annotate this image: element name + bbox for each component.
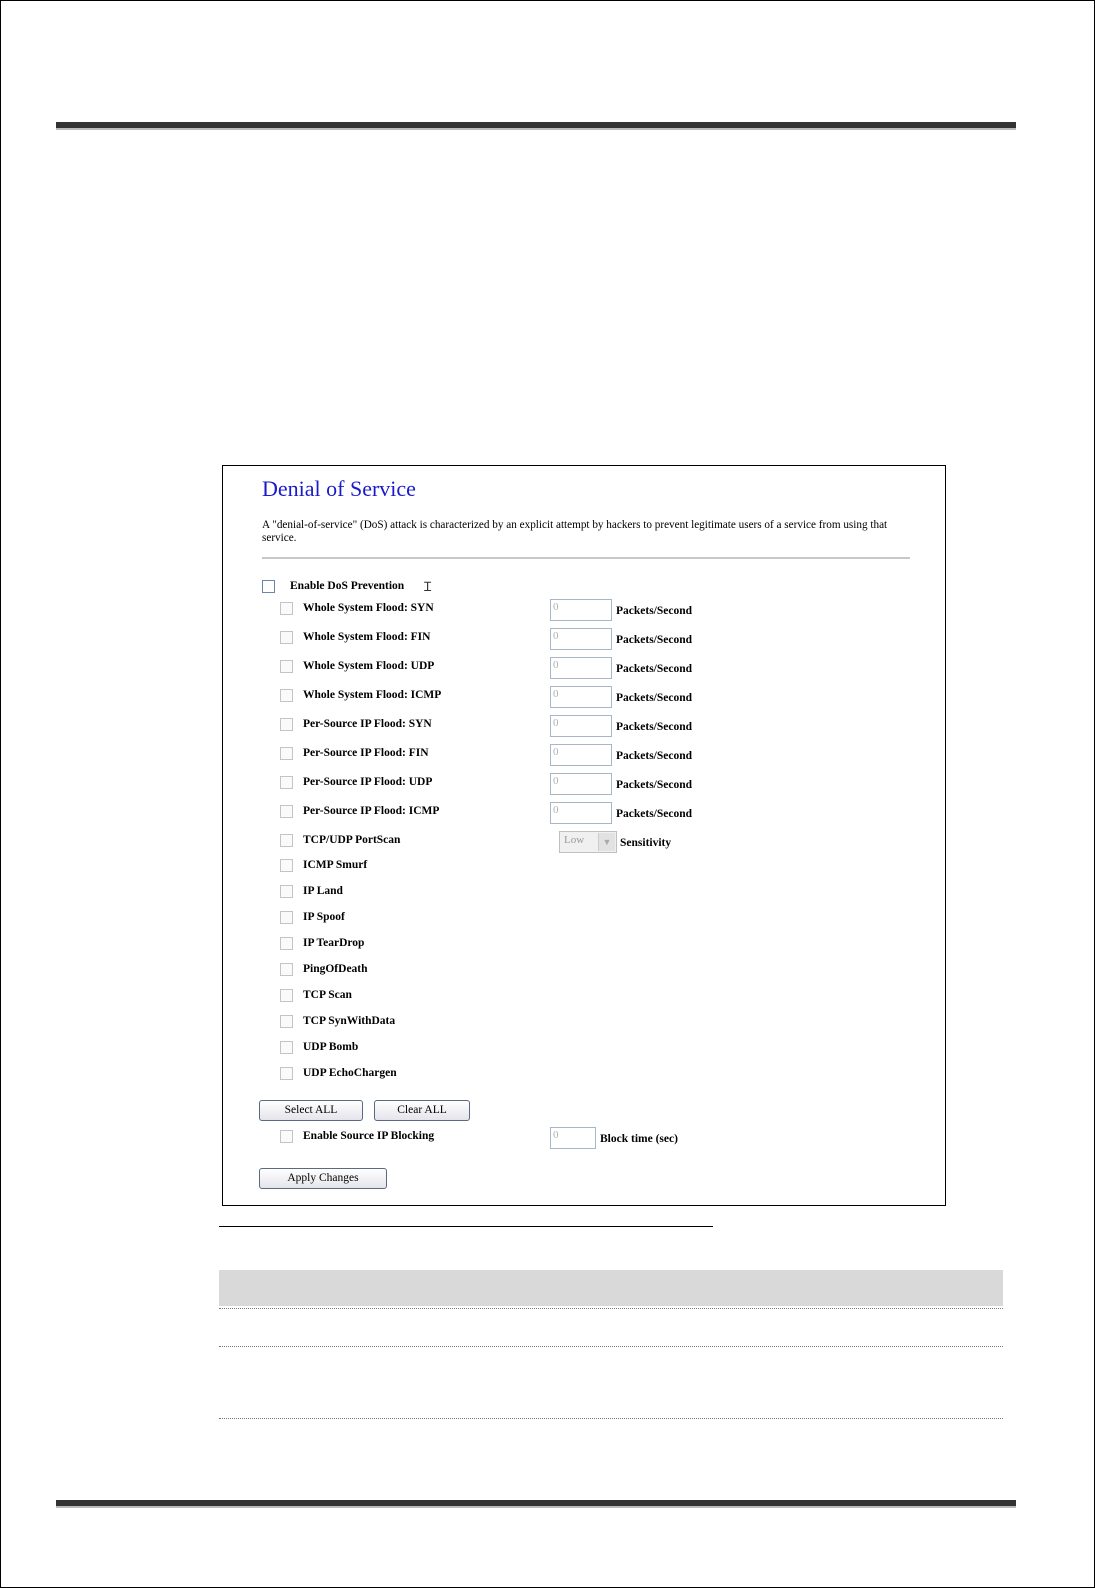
enable-dos-label: Enable DoS Prevention [290, 580, 405, 592]
dos-settings-screenshot [222, 465, 946, 1206]
section-divider [262, 557, 910, 559]
caption-rule [219, 1226, 713, 1227]
attack-checkbox[interactable] [280, 1041, 293, 1054]
attack-row [223, 1012, 943, 1034]
portscan-checkbox[interactable] [280, 834, 293, 847]
flood-rate-input[interactable]: 0 [550, 686, 612, 708]
flood-label: Whole System Flood: FIN [303, 631, 431, 643]
attack-label: ICMP Smurf [303, 859, 368, 871]
flood-rate-input[interactable]: 0 [550, 628, 612, 650]
sensitivity-select[interactable] [559, 831, 617, 853]
attack-label: IP Spoof [303, 911, 345, 923]
portscan-row [223, 831, 943, 853]
flood-label: Whole System Flood: UDP [303, 660, 435, 672]
attack-label: TCP SynWithData [303, 1015, 396, 1027]
flood-rate-input[interactable]: 0 [550, 802, 612, 824]
apply-changes-button[interactable]: Apply Changes [259, 1168, 387, 1189]
flood-label: Per-Source IP Flood: ICMP [303, 805, 440, 817]
flood-row [223, 657, 943, 679]
page-description: A "denial-of-service" (DoS) attack is characterized by an explicit attempt by hackers to prevent legitimate users of a service from using that service. [262, 519, 888, 544]
flood-checkbox[interactable] [280, 689, 293, 702]
packets-per-second-label: Packets/Second [616, 808, 693, 820]
attack-checkbox[interactable] [280, 963, 293, 976]
packets-per-second-label: Packets/Second [616, 663, 693, 675]
enable-dos-checkbox[interactable] [262, 580, 275, 593]
attack-checkbox[interactable] [280, 885, 293, 898]
attack-row [223, 908, 943, 930]
block-time-input[interactable]: 0 [550, 1127, 596, 1149]
flood-row [223, 686, 943, 708]
attack-label: TCP Scan [303, 989, 352, 1001]
flood-row [223, 802, 943, 824]
chevron-down-icon: ▼ [598, 833, 615, 851]
attack-checkbox[interactable] [280, 859, 293, 872]
flood-label: Per-Source IP Flood: SYN [303, 718, 432, 730]
flood-checkbox[interactable] [280, 602, 293, 615]
flood-label: Per-Source IP Flood: FIN [303, 747, 429, 759]
attack-checkbox[interactable] [280, 911, 293, 924]
packets-per-second-label: Packets/Second [616, 692, 693, 704]
flood-row [223, 599, 943, 621]
packets-per-second-label: Packets/Second [616, 721, 693, 733]
sensitivity-value: Low [564, 834, 585, 846]
flood-row [223, 715, 943, 737]
flood-row [223, 773, 943, 795]
attack-checkbox[interactable] [280, 1067, 293, 1080]
flood-rate-input[interactable]: 0 [550, 744, 612, 766]
attack-row [223, 856, 943, 878]
table-row-divider [219, 1308, 1003, 1309]
header-rule [56, 122, 1016, 130]
flood-checkbox[interactable] [280, 747, 293, 760]
attack-label: UDP Bomb [303, 1041, 359, 1053]
flood-checkbox[interactable] [280, 631, 293, 644]
packets-per-second-label: Packets/Second [616, 750, 693, 762]
attack-row [223, 882, 943, 904]
attack-label: UDP EchoChargen [303, 1067, 397, 1079]
attack-row [223, 960, 943, 982]
attack-label: PingOfDeath [303, 963, 368, 975]
text-cursor-icon: Ɪ [424, 579, 432, 594]
table-row-divider [219, 1418, 1003, 1419]
flood-checkbox[interactable] [280, 776, 293, 789]
flood-row [223, 628, 943, 650]
flood-label: Whole System Flood: ICMP [303, 689, 442, 701]
attack-label: IP Land [303, 885, 343, 897]
flood-rate-input[interactable]: 0 [550, 773, 612, 795]
select-all-button[interactable]: Select ALL [259, 1100, 363, 1121]
attack-row [223, 1064, 943, 1086]
sensitivity-label: Sensitivity [620, 837, 672, 849]
flood-label: Whole System Flood: SYN [303, 602, 434, 614]
attack-checkbox[interactable] [280, 937, 293, 950]
attack-checkbox[interactable] [280, 989, 293, 1002]
table-header [219, 1270, 1003, 1306]
packets-per-second-label: Packets/Second [616, 605, 693, 617]
packets-per-second-label: Packets/Second [616, 779, 693, 791]
attack-checkbox[interactable] [280, 1015, 293, 1028]
attack-row [223, 1038, 943, 1060]
flood-checkbox[interactable] [280, 660, 293, 673]
flood-rate-input[interactable]: 0 [550, 657, 612, 679]
flood-row [223, 744, 943, 766]
flood-checkbox[interactable] [280, 718, 293, 731]
footer-rule [56, 1500, 1016, 1508]
packets-per-second-label: Packets/Second [616, 634, 693, 646]
enable-dos-row [223, 577, 943, 599]
flood-rate-input[interactable]: 0 [550, 715, 612, 737]
portscan-label: TCP/UDP PortScan [303, 834, 401, 846]
source-ip-blocking-checkbox[interactable] [280, 1130, 293, 1143]
attack-label: IP TearDrop [303, 937, 365, 949]
block-time-label: Block time (sec) [600, 1133, 678, 1145]
source-ip-blocking-label: Enable Source IP Blocking [303, 1130, 435, 1142]
page-title: Denial of Service [262, 476, 416, 501]
flood-label: Per-Source IP Flood: UDP [303, 776, 433, 788]
attack-row [223, 986, 943, 1008]
table-row-divider [219, 1346, 1003, 1347]
attack-row [223, 934, 943, 956]
flood-checkbox[interactable] [280, 805, 293, 818]
source-ip-blocking-row [223, 1127, 943, 1149]
clear-all-button[interactable]: Clear ALL [374, 1100, 470, 1121]
flood-rate-input[interactable]: 0 [550, 599, 612, 621]
